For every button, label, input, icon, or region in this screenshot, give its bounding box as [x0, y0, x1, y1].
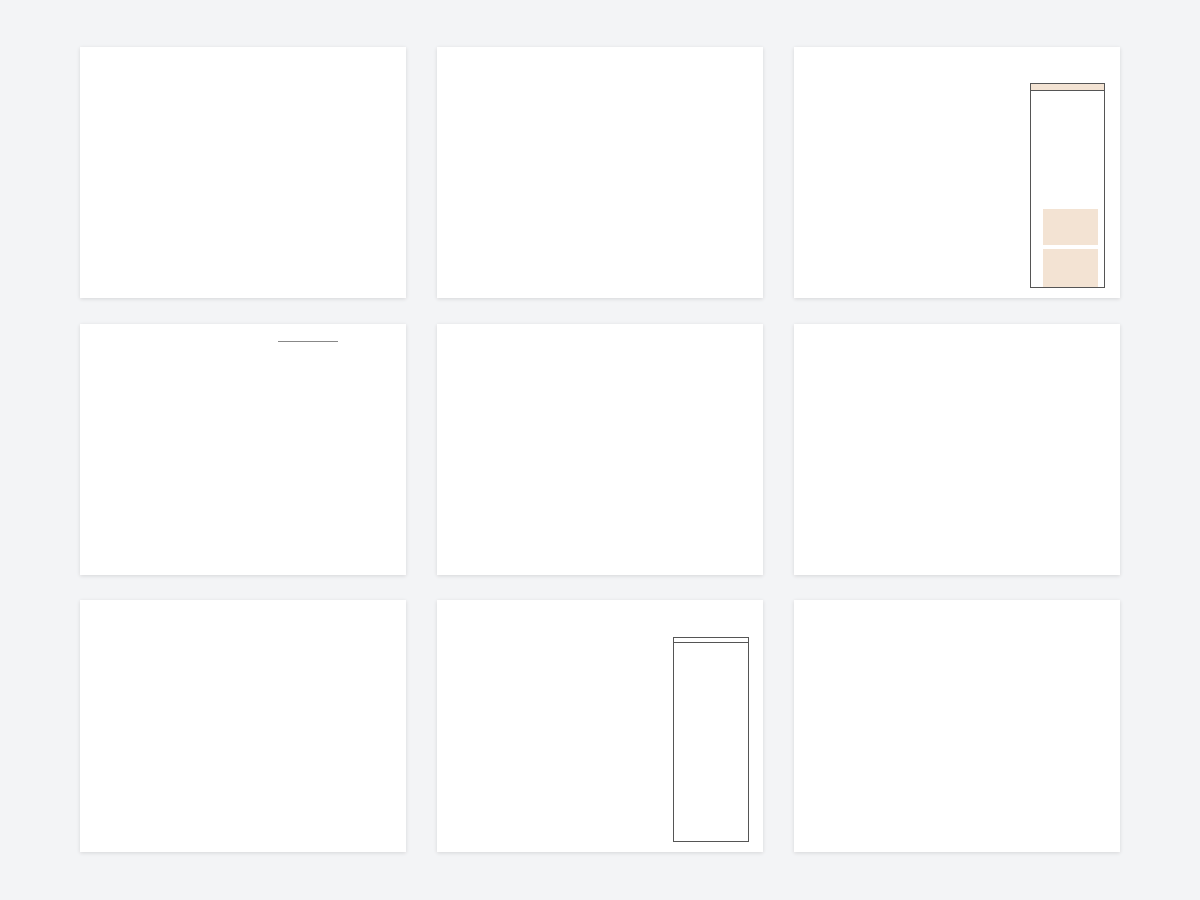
mini-calendar-december	[1043, 249, 1098, 287]
calendar-card-4[interactable]	[80, 324, 406, 575]
spiral-binding	[236, 629, 254, 844]
todo-notes-panel	[1030, 83, 1105, 288]
calendar-card-5[interactable]	[437, 324, 763, 575]
todo-notes-heading	[1031, 84, 1104, 91]
todo-list	[1031, 95, 1104, 99]
mini-calendar-october	[684, 763, 739, 799]
calendar-card-8[interactable]	[437, 600, 763, 852]
mini-calendar-december	[684, 803, 739, 841]
monthly-focus-label	[278, 338, 338, 344]
calendar-card-7[interactable]	[80, 600, 406, 852]
notes-lines	[1031, 105, 1104, 109]
calendar-card-9[interactable]	[794, 600, 1120, 852]
calendar-card-2[interactable]	[437, 47, 763, 298]
calendar-card-3[interactable]	[794, 47, 1120, 298]
todo-notes-heading	[674, 638, 748, 643]
calendar-card-6[interactable]	[794, 324, 1120, 575]
notes-lines	[674, 657, 748, 661]
todo-notes-panel	[673, 637, 749, 842]
todo-list	[674, 647, 748, 651]
calendar-card-1[interactable]	[80, 47, 406, 298]
mini-calendar-october	[1043, 209, 1098, 245]
